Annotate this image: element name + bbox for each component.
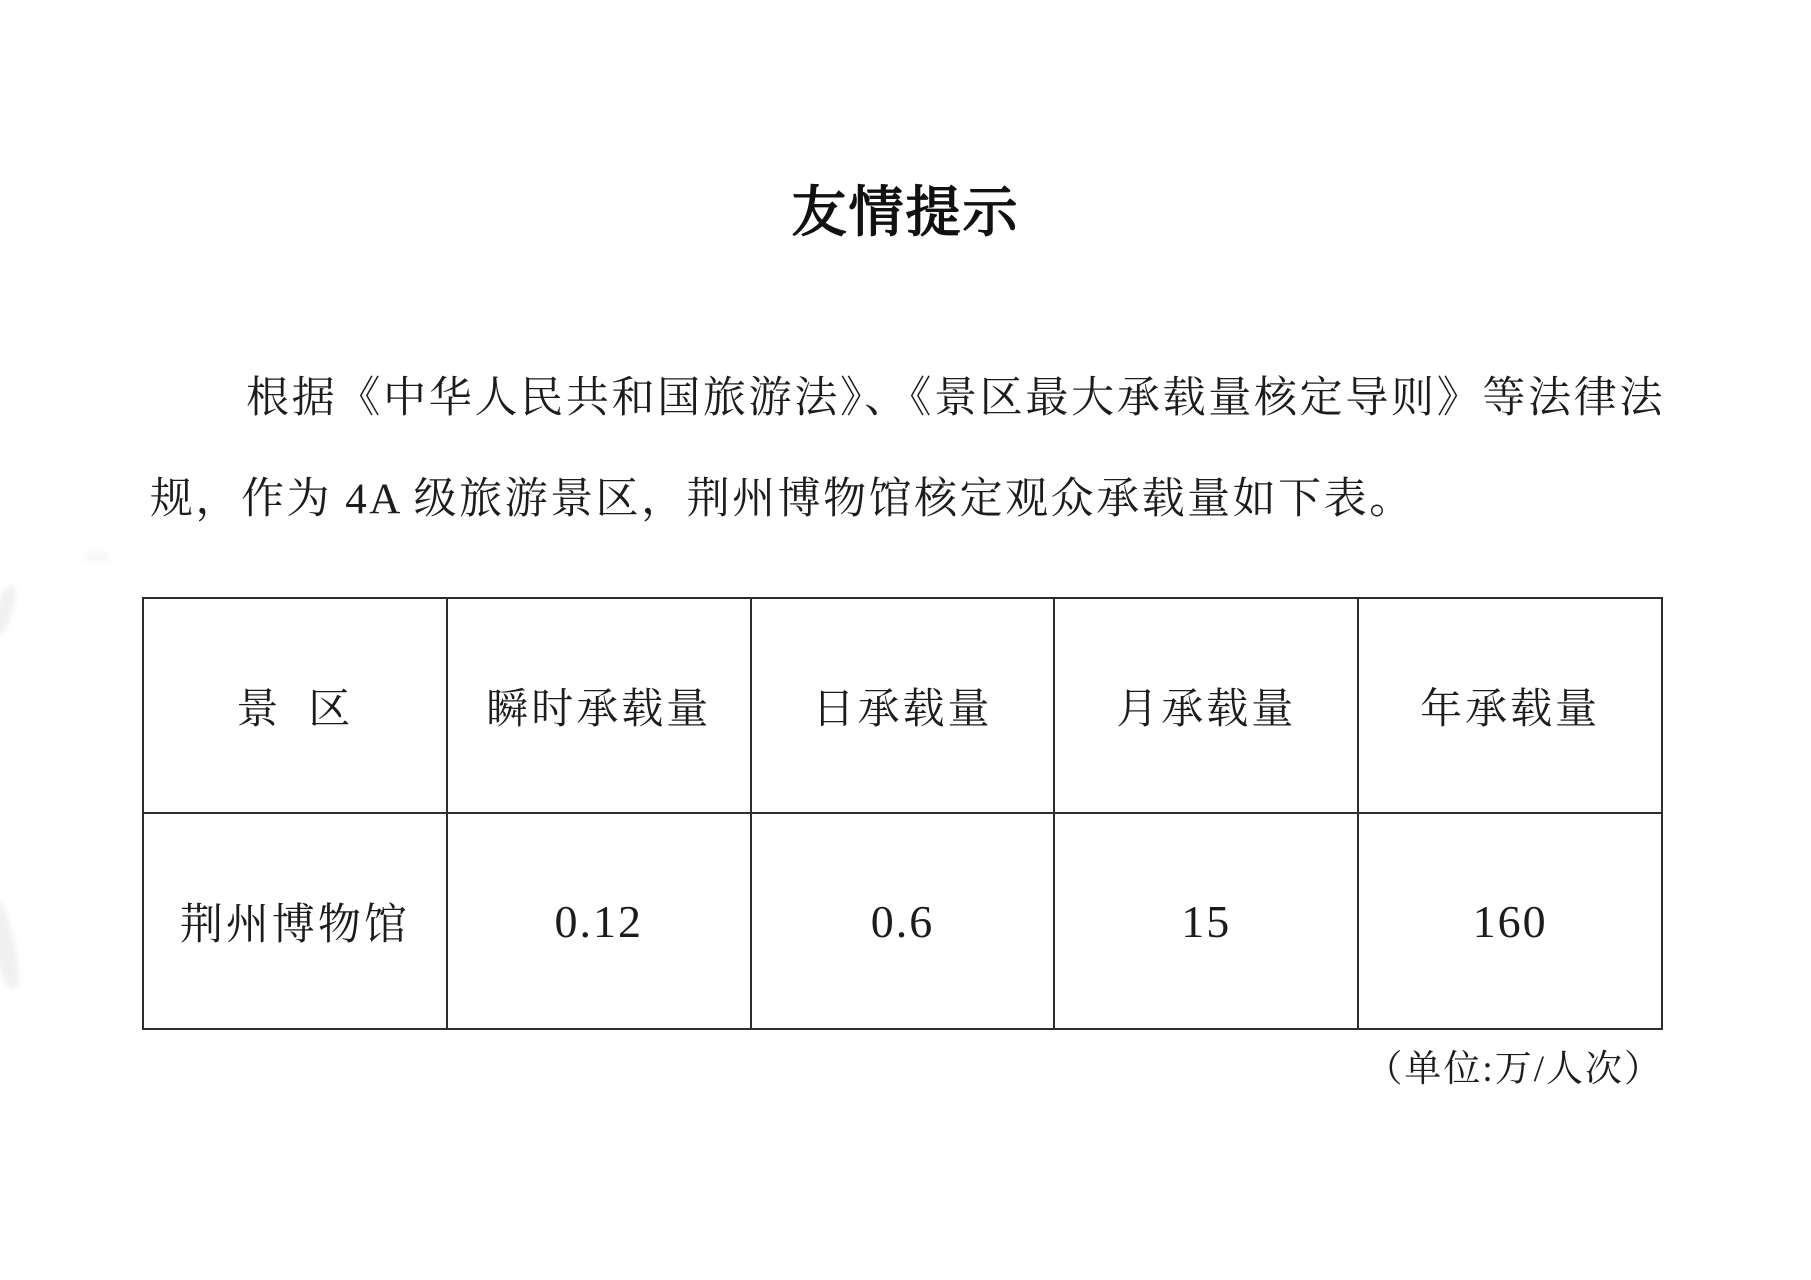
header-annual-capacity: 年承载量	[1358, 598, 1662, 813]
header-instant-capacity: 瞬时承载量	[447, 598, 751, 813]
header-monthly-capacity: 月承载量	[1054, 598, 1358, 813]
cell-monthly-capacity: 15	[1054, 813, 1358, 1029]
cell-instant-capacity: 0.12	[447, 813, 751, 1029]
scan-artifact	[0, 584, 20, 638]
header-scenic-area: 景 区	[143, 598, 447, 813]
scan-artifact	[84, 552, 110, 562]
capacity-table-header	[143, 598, 1662, 813]
cell-daily-capacity: 0.6	[751, 813, 1055, 1029]
table-row	[143, 813, 1662, 1029]
header-daily-capacity: 日承载量	[751, 598, 1055, 813]
cell-scenic-area: 荆州博物馆	[143, 813, 447, 1029]
header-row	[143, 598, 1662, 813]
capacity-table-body	[143, 813, 1662, 1029]
capacity-table	[142, 597, 1663, 1030]
page-title: 友情提示	[791, 182, 1020, 243]
intro-paragraph: 根据《中华人民共和国旅游法》、《景区最大承载量核定导则》等法律法规，作为 4A 级旅游景区，荆州博物馆核定观众承载量如下表。	[150, 375, 1665, 523]
cell-annual-capacity: 160	[1358, 813, 1662, 1029]
unit-note: （单位:万/人次）	[1365, 1049, 1663, 1090]
scan-artifact	[0, 897, 23, 991]
